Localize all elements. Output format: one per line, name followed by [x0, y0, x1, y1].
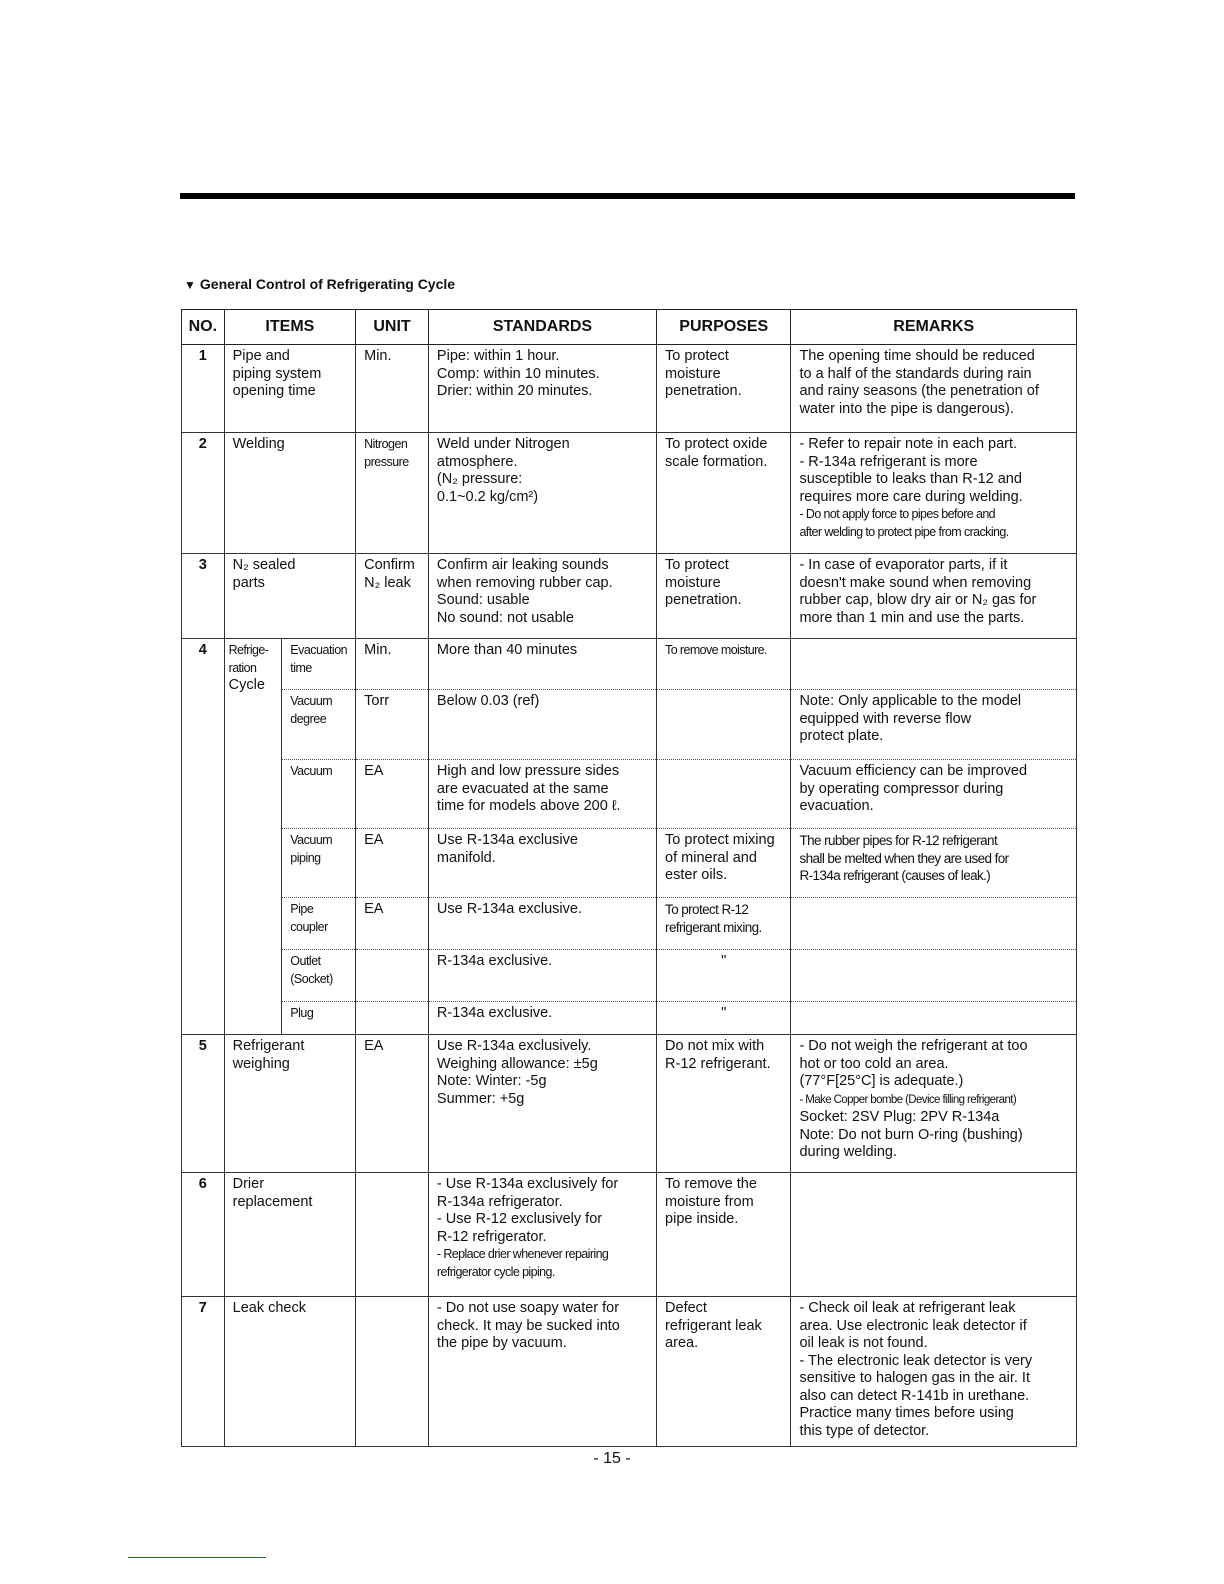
remarks-text: - Do not weigh the refrigerant at too hot or too cold an area. (77°F[25°C] is adequate.)	[799, 1038, 1028, 1089]
remarks-cell: The rubber pipes for R-12 refrigerant shall be melted when they are used for R-134a refrigerant (causes of leak.)	[791, 829, 1077, 898]
purposes-cell: "	[657, 1002, 791, 1035]
table-row	[182, 829, 1077, 898]
remarks-cell: Note: Only applicable to the model equipped with reverse flow protect plate.	[791, 690, 1077, 760]
header-unit: UNIT	[356, 310, 429, 345]
group-label: Cycle	[228, 677, 265, 693]
table-row	[182, 898, 1077, 950]
header-remarks: REMARKS	[791, 310, 1077, 345]
header-no: NO.	[182, 310, 225, 345]
purposes-cell: To protect oxide scale formation.	[657, 433, 791, 554]
item-cell: Refrigerant weighing	[224, 1035, 356, 1173]
remarks-cell	[791, 1173, 1077, 1297]
purposes-cell: To remove moisture.	[657, 639, 791, 690]
subitem-cell: Vacuum piping	[282, 829, 356, 898]
standards-cell: Use R-134a exclusive manifold.	[428, 829, 656, 898]
remarks-cell	[791, 950, 1077, 1002]
standards-cell: Confirm air leaking sounds when removing rubber cap. Sound: usable No sound: not usable	[428, 554, 656, 639]
triangle-down-icon: ▼	[184, 278, 196, 292]
table-row	[182, 345, 1077, 433]
subitem-cell: Outlet (Socket)	[282, 950, 356, 1002]
remarks-cell	[791, 1035, 1077, 1173]
remarks-cell: - In case of evaporator parts, if it doesn't make sound when removing rubber cap, blow dry air or N₂ gas for more than 1 min and use the parts.	[791, 554, 1077, 639]
table-row	[182, 760, 1077, 829]
purposes-cell: "	[657, 950, 791, 1002]
item-cell: Pipe and piping system opening time	[224, 345, 356, 433]
unit-cell: EA	[356, 760, 429, 829]
row-number: 6	[182, 1173, 225, 1297]
standards-note: - Replace drier whenever repairing refrigerator cycle piping.	[436, 1247, 609, 1279]
unit-cell	[356, 1002, 429, 1035]
purposes-cell: Defect refrigerant leak area.	[657, 1297, 791, 1447]
unit-cell: Torr	[356, 690, 429, 760]
section-title	[184, 276, 455, 292]
remarks-cell	[791, 1002, 1077, 1035]
unit-cell	[356, 1297, 429, 1447]
remarks-text: - Refer to repair note in each part. - R-134a refrigerant is more susceptible to leaks than R-12 and requires more care during welding.	[799, 436, 1023, 505]
unit-cell	[356, 950, 429, 1002]
item-cell: N₂ sealed parts	[224, 554, 356, 639]
remarks-cell	[791, 639, 1077, 690]
section-title-text: General Control of Refrigerating Cycle	[199, 276, 456, 292]
row-number: 5	[182, 1035, 225, 1173]
purposes-cell	[657, 760, 791, 829]
purposes-cell: Do not mix with R-12 refrigerant.	[657, 1035, 791, 1173]
table-header-row	[182, 310, 1077, 345]
remarks-cell	[791, 433, 1077, 554]
standards-cell: - Do not use soapy water for check. It may be sucked into the pipe by vacuum.	[428, 1297, 656, 1447]
remarks-cell: Vacuum efficiency can be improved by operating compressor during evacuation.	[791, 760, 1077, 829]
purposes-cell	[657, 690, 791, 760]
remarks-text-end: Socket: 2SV Plug: 2PV R-134a Note: Do not burn O-ring (bushing) during welding.	[799, 1109, 1023, 1160]
standards-cell: Weld under Nitrogen atmosphere. (N₂ pressure: 0.1~0.2 kg/cm²)	[428, 433, 656, 554]
subitem-cell: Pipe coupler	[282, 898, 356, 950]
purposes-cell: To protect mixing of mineral and ester oils.	[657, 829, 791, 898]
item-cell: Welding	[224, 433, 356, 554]
unit-cell: Nitrogen pressure	[356, 433, 429, 554]
refrigerating-cycle-table	[181, 309, 1077, 1447]
standards-cell: More than 40 minutes	[428, 639, 656, 690]
row-number: 2	[182, 433, 225, 554]
table-row	[182, 690, 1077, 760]
unit-cell: Min.	[356, 639, 429, 690]
purposes-cell: To remove the moisture from pipe inside.	[657, 1173, 791, 1297]
header-standards: STANDARDS	[428, 310, 656, 345]
item-cell: Leak check	[224, 1297, 356, 1447]
remarks-note: - Do not apply force to pipes before and after welding to protect pipe from cracking.	[799, 507, 1009, 539]
group-label-small: Refrige- ration	[228, 643, 269, 675]
remarks-note: - Make Copper bombe (Device filling refrigerant)	[799, 1093, 1017, 1106]
table-row	[182, 1173, 1077, 1297]
subitem-cell: Vacuum degree	[282, 690, 356, 760]
item-cell: Drier replacement	[224, 1173, 356, 1297]
standards-cell: Pipe: within 1 hour. Comp: within 10 minutes. Drier: within 20 minutes.	[428, 345, 656, 433]
standards-text: - Use R-134a exclusively for R-134a refrigerator. - Use R-12 exclusively for R-12 refrigerator.	[436, 1176, 619, 1245]
header-rule	[180, 193, 1075, 199]
unit-cell: Min.	[356, 345, 429, 433]
standards-cell: Below 0.03 (ref)	[428, 690, 656, 760]
standards-cell: High and low pressure sides are evacuated at the same time for models above 200 ℓ.	[428, 760, 656, 829]
table-row	[182, 639, 1077, 690]
standards-cell: R-134a exclusive.	[428, 1002, 656, 1035]
remarks-cell	[791, 898, 1077, 950]
row-number: 7	[182, 1297, 225, 1447]
row-number: 4	[182, 639, 225, 1035]
unit-cell	[356, 1173, 429, 1297]
unit-cell: EA	[356, 1035, 429, 1173]
unit-cell: EA	[356, 829, 429, 898]
table-row	[182, 1035, 1077, 1173]
header-purposes: PURPOSES	[657, 310, 791, 345]
remarks-cell: The opening time should be reduced to a half of the standards during rain and rainy seasons (the penetration of water into the pipe is dangerous).	[791, 345, 1077, 433]
table-row	[182, 433, 1077, 554]
page-number: - 15 -	[593, 1450, 631, 1467]
table-row	[182, 554, 1077, 639]
unit-cell: Confirm N₂ leak	[356, 554, 429, 639]
standards-cell: Use R-134a exclusively. Weighing allowance: ±5g Note: Winter: -5g Summer: +5g	[428, 1035, 656, 1173]
subitem-cell: Evacuation time	[282, 639, 356, 690]
footer-rule	[128, 1557, 266, 1558]
purposes-cell: To protect moisture penetration.	[657, 345, 791, 433]
header-items: ITEMS	[224, 310, 356, 345]
standards-cell	[428, 1173, 656, 1297]
remarks-cell: - Check oil leak at refrigerant leak area. Use electronic leak detector if oil leak is not found. - The electronic leak detector is very sensitive to halogen gas in the air. It also can detect R-141b in urethane. Practice many times before using this type of detector.	[791, 1297, 1077, 1447]
group-cell	[224, 639, 282, 1035]
subitem-cell: Plug	[282, 1002, 356, 1035]
standards-cell: Use R-134a exclusive.	[428, 898, 656, 950]
row-number: 3	[182, 554, 225, 639]
subitem-cell: Vacuum	[282, 760, 356, 829]
table-row	[182, 950, 1077, 1002]
unit-cell: EA	[356, 898, 429, 950]
table-row	[182, 1002, 1077, 1035]
purposes-cell: To protect R-12 refrigerant mixing.	[657, 898, 791, 950]
table-row	[182, 1297, 1077, 1447]
row-number: 1	[182, 345, 225, 433]
standards-cell: R-134a exclusive.	[428, 950, 656, 1002]
purposes-cell: To protect moisture penetration.	[657, 554, 791, 639]
